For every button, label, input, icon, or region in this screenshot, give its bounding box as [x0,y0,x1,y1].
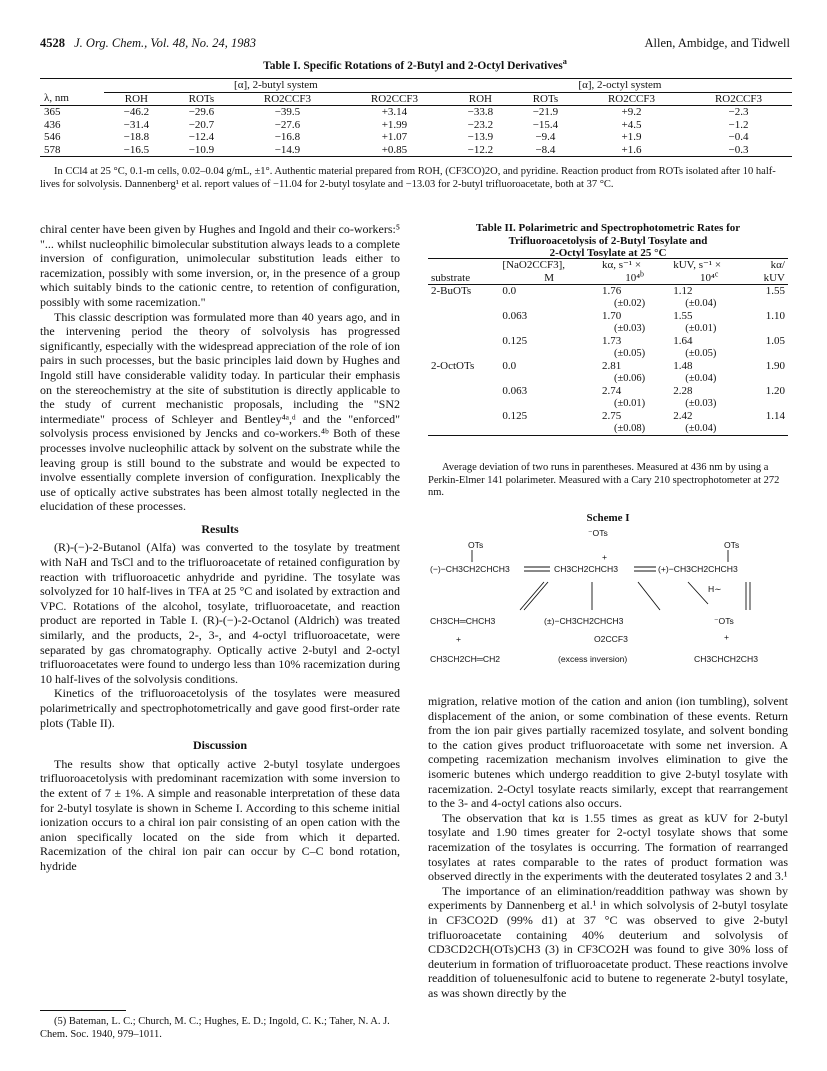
table1-cell: −16.5 [123,143,150,156]
table2-col-salt: [NaO2CCF3], [502,259,566,271]
table2-cell-salt: 0.063 [502,385,528,397]
table1-col-header: λ, nm [44,92,69,105]
table2-cell-substrate [428,410,499,436]
table2-col-ratio-unit: kUV [763,271,785,284]
page-number: 4528 [40,36,65,50]
table2-col-kuv: kUV, s⁻¹ × [673,259,722,271]
table2-cell-substrate: 2-OctOTs [431,360,475,372]
table1-cell: −0.4 [728,131,749,143]
footnote-rule [40,1010,126,1011]
scheme-plus2: + [456,634,462,644]
scheme-plus: + [602,552,608,562]
table2-col-kuv-unit: 10⁴$^c$ [700,268,719,284]
table1-cell: +3.14 [381,106,408,118]
table2-row [428,410,788,436]
table2-cell-ratio: 1.90 [765,360,785,372]
table2-col-salt-unit: M [544,271,555,284]
table1-caption: Table I. Specific Rotations of 2-Butyl and 2-Octyl Derivatives$^a$ [263,57,567,72]
table1-col-header: RO2CCF3 [714,92,763,105]
table2-row [428,285,788,311]
table1-cell: +0.85 [381,143,408,156]
results-heading: Results [201,521,239,536]
table1-cell: −9.4 [535,131,556,143]
scheme-butene1: CH3CH2CH═CH2 [430,654,501,664]
table2-deviation: (±0.01) [613,397,646,409]
table1-cell: +1.99 [381,118,408,131]
journal-citation: J. Org. Chem., Vol. 48, No. 24, 1983 [74,36,256,50]
table1-cell: −31.4 [123,118,150,131]
table1-cell: −27.6 [274,118,301,131]
table2-cell-salt: 0.125 [502,410,528,422]
scheme-return-arrow [638,582,660,610]
table1-cell: 546 [44,131,61,143]
table2 [428,258,788,436]
table1-cell: −33.8 [467,106,494,118]
table2-cell-ratio: 1.14 [765,410,785,422]
table2-deviation: (±0.04) [685,297,717,309]
table2-deviation: (±0.03) [613,322,646,334]
table1-cell: +1.9 [621,131,642,143]
table1-cell: −10.9 [188,143,215,156]
table1-cell: −1.2 [728,118,749,131]
table2-cell-salt: 0.063 [502,310,528,322]
paragraph: The importance of an elimination/readdition pathway was shown by experiments by Dannenberg et al.¹ in which solvolysis of 2-butyl tosylate in CF3CO2D (99% d1) at 37 °C was observed to give 2-butyl trifluoroacetate containing 40% deuterium and solvolysis of CD3CD2CH(OTs)CH3 (3) in CF3CO2H was found to give 30% loss of deuterium in formation of trifluoroacetate product. These reactions involve readdition of toluenesulfonic acid to butene to regenerate 2-butyl tosylate, as was shown directly by the [428,883,788,1000]
scheme-ots-far: ⁻OTs [714,616,734,626]
table1-cell: −14.9 [274,143,301,156]
table2-cell-ka: 2.75 (±0.08) [599,410,670,436]
scheme-cation3: CH3CHCH2CH3 [694,654,758,664]
table1-cell: −20.7 [188,118,215,131]
table1-cell: −21.9 [532,106,559,118]
table1-col-header: RO2CCF3 [370,92,418,105]
scheme-racemic: (±)−CH3CH2CHCH3 [544,616,624,626]
table2-deviation: (±0.08) [613,422,646,434]
table2-cell-salt: 0.0 [502,285,517,297]
left-column [40,222,400,874]
table1-row [40,119,792,132]
table1-cell: +9.2 [621,106,642,118]
scheme-diagram [428,522,788,692]
table2-deviation: (±0.03) [685,397,717,409]
paragraph: migration, relative motion of the cation and anion (ion tumbling), solvent displacement of the anion, or some combination of these events. Return from the ion pair gives partially racemized tosylate, and solvent bonding to the cation gives product trifluoroacetate with some net inversion. A competing racemization mechanism involves elimination to give the isomeric butenes which undergo readdition to give 2-butyl tosylate with racemization. 2-Octyl tosylate reacts similarly, except that rearrangement to the 3- and 4-octyl cations also occurs. [428,694,788,811]
table2-row [428,360,788,385]
table2-cell-ka: 1.70 (±0.03) [599,310,670,335]
table1-cell: −12.2 [467,143,494,156]
table2-deviation: (±0.05) [613,347,646,359]
paragraph: This classic description was formulated more than 40 years ago, and in the intervening period the theory of solvolysis has progressed significantly, especially with the widespread appreciation of the role of ion pairs in such processes, but the basic principles laid down by Hughes and Ingold still have considerable validity today. In particular their emphasis on the stereochemistry at the site of substitution is directly applicable to the study of current mechanistic proposals, including the "SN2 intermediate" process of Schleyer and Bentley⁴ᵃ,ᵈ and the "enforced" solvolysis process envisioned by Jencks and co-workers.⁴ᵇ Both of these processes involve nucleophilic attack by solvent on the substrate while the leaving group is still bound to the substrate and would be expected to involve essentially complete inversion of configuration. Inexplicably the use of optically active substrates has been almost totally neglected in the elucidation of these processes. [40,309,400,514]
table2-cell-salt: 0.0 [502,360,517,372]
table1-cell: −8.4 [535,143,556,156]
table1-cell: −18.8 [123,131,150,143]
table2-cell-substrate [428,335,499,360]
table1-col-header: ROTs [188,92,215,105]
table1-col-header: ROH [124,92,148,105]
table2-cell-substrate [428,310,499,335]
table2-col-ka: kα, s⁻¹ × [601,259,642,271]
table1-row [40,131,792,144]
table2-deviation: (±0.01) [685,322,717,334]
running-header [40,36,790,51]
table2-caption-line: Table II. Polarimetric and Spectrophotometric Rates for [475,222,741,234]
table2-cell-kuv: 1.55 (±0.01) [670,310,748,335]
scheme-title: Scheme I [586,512,630,524]
table2-cell-kuv: 2.28 (±0.03) [670,385,748,410]
table2-row [428,310,788,335]
table1-cell: −46.2 [123,106,150,118]
table2-cell-kuv: 1.64 (±0.05) [670,335,748,360]
table1-col-header: ROH [468,92,493,105]
table2-row [428,335,788,360]
table1-cell: −16.8 [274,131,301,143]
table1-body [40,106,792,157]
scheme-hydride-arrow [688,582,708,604]
table2-cell-substrate [428,385,499,410]
table2-caption-line: Trifluoroacetolysis of 2-Butyl Tosylate and [508,234,708,247]
table2-cell-substrate: 2-BuOTs [431,285,472,297]
table2-cell-salt: 0.125 [502,335,528,347]
table2-cell-ratio: 1.10 [765,310,785,322]
table1-cell: +1.6 [621,143,642,156]
scheme-anion-top: ⁻OTs [588,528,608,538]
table1-cell: +4.5 [621,118,642,131]
table1-cell: −12.4 [188,131,215,143]
scheme-elimination-arrow [524,582,548,610]
table1-row [40,106,792,119]
scheme-butene2: CH3CH═CHCH3 [430,616,496,626]
scheme-ots-right: OTs [724,540,740,550]
table1-cell: +1.07 [381,131,408,143]
paragraph: chiral center have been given by Hughes and Ingold and their co-workers:⁵ "... whilst nucleophilic bimolecular substitution always leads to a complete inversion of configuration, unimolecular substitution leads either to racemization, possibly with some inversion, or, in the presence of a group which suitably binds to the cationic centre, to retention of configuration, possibly with some racemization." [40,222,400,309]
header-authors: Allen, Ambidge, and Tidwell [644,36,790,50]
paragraph: The results show that optically active 2-butyl tosylate undergoes trifluoroacetolysis with predominant racemization with some inversion to the extent of 7 ± 1%. A simple and reasonable interpretation of these data for 2-butyl tosylate is shown in Scheme I. According to this scheme initial ionization occurs to a chiral ion pair consisting of an open cation with the anion specifically located on the side from which it departed. Racemization of the chiral ion pair can occur by C–C bond rotation, hydride [40,756,400,873]
discussion-heading: Discussion [192,738,248,753]
table1 [40,78,792,157]
table2-deviation: (±0.05) [685,347,717,359]
table2-cell-ratio: 1.20 [765,385,785,397]
table1-cell: −23.2 [467,118,494,131]
table2-deviation: (±0.02) [613,297,646,309]
table2-cell-kuv: 1.12 (±0.04) [670,285,748,311]
table2-cell-ka: 1.76 (±0.02) [599,285,670,311]
table2-footnote: Average deviation of two runs in parentheses. Measured at 436 nm by using a Perkin-Elmer 141 polarimeter. Measured with a Cary 210 spectrophotometer at 272 nm. [428,462,780,498]
table2-cell-ka: 1.73 (±0.05) [599,335,670,360]
table2-caption [428,222,788,260]
scheme-species-mid: CH3CH2CHCH3 [554,564,618,574]
table2-cell-ratio: 1.05 [765,335,785,347]
table2-cell-ratio: 1.55 [765,285,785,297]
table2-cell-ka: 2.81 (±0.06) [599,360,670,385]
table2-body [428,285,788,436]
table2-deviation: (±0.06) [613,372,646,384]
table1-cell: 365 [44,106,61,118]
table1-footnote: In CCl4 at 25 °C, 0.1-m cells, 0.02–0.04 g/mL, ±1°. Authentic material prepared from ROH, (CF3CO)2O, and pyridine. Reaction product from ROTs isolated after 10 half-lives for solvolysis. Dannenberg¹ et al. report values of −11.04 for 2-butyl tosylate and −13.03 for 2-butyl trifluoroacetate, both at 37 °C. [40,166,776,190]
table2-cell-ka: 2.74 (±0.01) [599,385,670,410]
table1-cell: −13.9 [467,131,494,143]
table1-cell: −39.5 [274,106,301,118]
table1-col-header: ROTs [532,92,559,105]
paragraph: Kinetics of the trifluoroacetolysis of the tosylates were measured polarimetrically and spectrophotometrically and gave good first-order rate plots (Table II). [40,686,400,730]
scheme-plus3: + [724,632,730,642]
table1-cell: 578 [44,143,61,156]
paragraph: (R)-(−)-2-Butanol (Alfa) was converted to the tosylate by treatment with NaH and TsCl and to the trifluoroacetate of retained configuration by reaction with trifluoroacetic anhydride and pyridine. The tosylate was solvolyzed for 10 half-lives in TFA at 25 °C and isolated by extraction and VPC. Rotations of the alcohol, tosylate, trifluoroacetate, and reaction product are reported in Table I. (R)-(−)-2-Octanol (Aldrich) was treated similarly, and the products, 2-, 3-, and 4-octyl trifluoroacetate, were separated by gas chromatography. Optically active 2-butyl and 2-octyl trifluoroacetates were found to undergo less than 10% racemization during 10 half-lives of the solvolysis conditions. [40,540,400,686]
table1-group-octyl: [α], 2-octyl system [448,79,792,93]
table1-row [40,144,792,157]
scheme-excess: (excess inversion) [558,654,628,664]
table2-row [428,385,788,410]
table2-caption-line: 2-Octyl Tosylate at 25 °C [549,247,667,259]
footnote-5: (5) Bateman, L. C.; Church, M. C.; Hughes, E. D.; Ingold, C. K.; Taher, N. A. J. Chem. Soc. 1940, 979–1011. [40,1016,390,1040]
table1-group-butyl: [α], 2-butyl system [104,79,448,93]
table2-col-ka-unit: 10⁴$^b$ [625,268,644,284]
table2-deviation: (±0.04) [685,422,717,434]
table2-cell-kuv: 1.48 (±0.04) [670,360,748,385]
table1-cell: −29.6 [188,106,215,118]
scheme-elimination-arrow [520,582,544,610]
right-column [428,694,788,1000]
table1-cell: 436 [44,118,61,131]
scheme-o2ccf3: O2CCF3 [594,634,628,644]
table2-col-substrate: substrate [431,271,471,284]
table1-col-header: RO2CCF3 [607,92,656,105]
scheme-ots-left: OTs [468,540,484,550]
table2-deviation: (±0.04) [685,372,717,384]
table2-col-ratio: kα/ [770,259,785,271]
scheme-hydride-label: H∼ [708,584,722,594]
table2-cell-kuv: 2.42 (±0.04) [670,410,748,436]
scheme-species-right: (+)−CH3CH2CHCH3 [658,564,738,574]
table1-col-header: RO2CCF3 [263,92,311,105]
table1-cell: −0.3 [728,143,749,156]
scheme-species-left: (−)−CH3CH2CHCH3 [430,564,510,574]
paragraph: The observation that kα is 1.55 times as great as kUV for 2-butyl tosylate and 1.90 times greater for 2-octyl tosylate shows that some racemization of the tosylates is occurring. The formation of rearranged tosylates at rates comparable to the rates of product formation was observed directly in the experiments with the deuterated tosylates 2 and 3.¹ [428,810,788,884]
table1-cell: −2.3 [728,106,749,118]
table1-cell: −15.4 [532,118,559,131]
table1-header-row [40,92,792,106]
